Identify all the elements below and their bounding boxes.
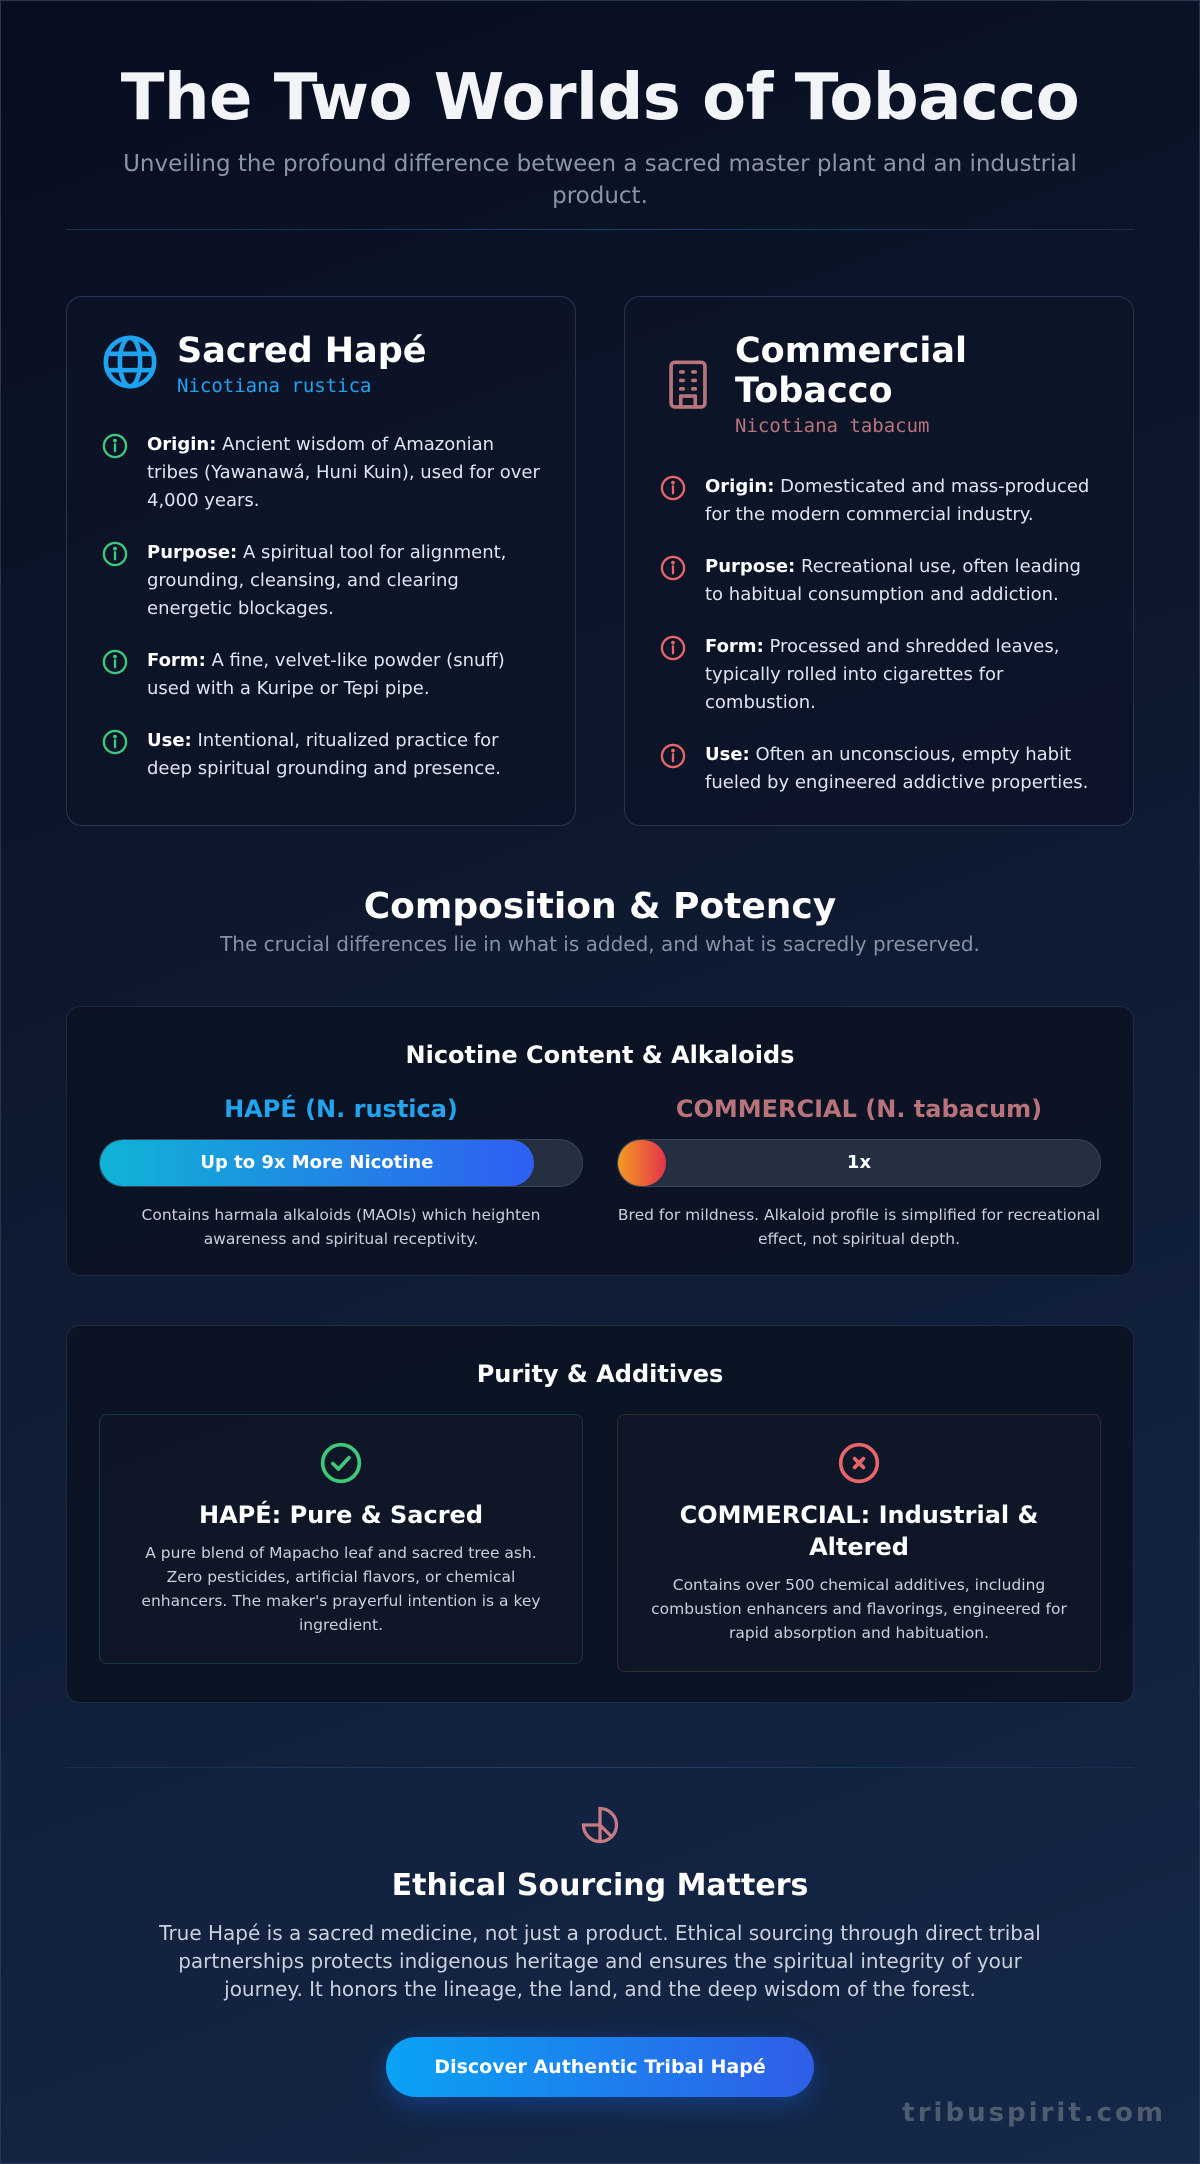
fact-item-form xyxy=(101,647,541,703)
info-icon xyxy=(659,634,687,662)
card-title: Sacred Hapé xyxy=(177,331,427,371)
nicotine-column-hape xyxy=(99,1095,583,1251)
info-icon xyxy=(659,742,687,770)
check-circle-icon xyxy=(319,1441,363,1485)
nicotine-bar-commercial xyxy=(617,1139,1101,1187)
info-icon xyxy=(101,648,129,676)
purity-box-commercial xyxy=(617,1414,1101,1672)
page-title: The Two Worlds of Tobacco xyxy=(120,61,1080,135)
globe-icon xyxy=(101,333,159,391)
card-commercial-tobacco xyxy=(624,296,1134,826)
fact-item-use xyxy=(101,727,541,783)
fact-item-purpose xyxy=(659,553,1099,609)
ethics-text: True Hapé is a sacred medicine, not just a product. Ethical sourcing through direct tribal partnerships protects indigenous heritage and ensures the spiritual integrity of your journey. It honors the lineage, the land, and the deep wisdom of the forest. xyxy=(159,1921,1041,2001)
nicotine-column-commercial xyxy=(617,1095,1101,1251)
fact-text: Intentional, ritualized practice for deep spiritual grounding and presence. xyxy=(147,730,502,779)
ethics-title: Ethical Sourcing Matters xyxy=(391,1868,809,1903)
fact-key: Form: xyxy=(705,636,764,657)
card-subtitle: Nicotiana tabacum xyxy=(735,415,930,437)
info-icon xyxy=(101,432,129,460)
nicotine-bar-text: Up to 9x More Nicotine xyxy=(200,1152,434,1173)
page-header xyxy=(66,58,1134,212)
purity-text: A pure blend of Mapacho leaf and sacred tree ash. Zero pesticides, artificial flavors, or chemical enhancers. The maker's prayerful intention is a key ingredient. xyxy=(141,1544,541,1634)
page-subtitle: Unveiling the profound difference between a sacred master plant and an industrial product. xyxy=(123,151,1077,209)
nicotine-label: COMMERCIAL (N. tabacum) xyxy=(675,1095,1043,1123)
fact-key: Use: xyxy=(705,744,750,765)
panel-title: Nicotine Content & Alkaloids xyxy=(405,1041,795,1069)
fact-item-purpose xyxy=(101,539,541,623)
nicotine-label: HAPÉ (N. rustica) xyxy=(224,1095,458,1123)
nicotine-bar-hape xyxy=(99,1139,583,1187)
header-divider xyxy=(66,229,1134,230)
nicotine-bar-text: 1x xyxy=(846,1152,872,1173)
fact-key: Origin: xyxy=(147,434,217,455)
nicotine-panel xyxy=(66,1006,1134,1276)
building-icon xyxy=(659,355,717,413)
card-sacred-hape xyxy=(66,296,576,826)
section-title-composition: Composition & Potency xyxy=(363,886,837,927)
section-subtitle-composition: The crucial differences lie in what is added, and what is sacredly preserved. xyxy=(220,932,980,956)
fact-key: Use: xyxy=(147,730,192,751)
fact-key: Purpose: xyxy=(147,542,238,563)
card-subtitle: Nicotiana rustica xyxy=(177,375,372,397)
fact-text: Processed and shredded leaves, typically rolled into cigarettes for combustion. xyxy=(705,636,1060,713)
purity-text: Contains over 500 chemical additives, including combustion enhancers and flavorings, engineered for rapid absorption and habituation. xyxy=(651,1576,1067,1642)
purity-title: HAPÉ: Pure & Sacred xyxy=(198,1501,484,1529)
fact-list xyxy=(659,473,1099,797)
purity-panel xyxy=(66,1325,1134,1703)
info-icon xyxy=(659,474,687,502)
panel-title: Purity & Additives xyxy=(476,1360,724,1388)
fact-key: Origin: xyxy=(705,476,775,497)
x-circle-icon xyxy=(837,1441,881,1485)
purity-box-hape xyxy=(99,1414,583,1664)
fact-text: Ancient wisdom of Amazonian tribes (Yawanawá, Huni Kuin), used for over 4,000 years. xyxy=(147,434,540,511)
fact-item-form xyxy=(659,633,1099,717)
info-icon xyxy=(101,540,129,568)
card-title: Commercial Tobacco xyxy=(735,331,968,411)
fact-item-origin xyxy=(659,473,1099,529)
fact-list xyxy=(101,431,541,783)
fact-item-use xyxy=(659,741,1099,797)
fact-text: Recreational use, often leading to habitual consumption and addiction. xyxy=(705,556,1081,605)
nicotine-note: Contains harmala alkaloids (MAOIs) which heighten awareness and spiritual receptivity. xyxy=(141,1206,541,1248)
purity-title: COMMERCIAL: Industrial & Altered xyxy=(679,1501,1039,1561)
fact-item-origin xyxy=(101,431,541,515)
peace-leaf-icon xyxy=(578,1803,622,1847)
ethics-divider xyxy=(66,1767,1134,1768)
info-icon xyxy=(101,728,129,756)
fact-text: Domesticated and mass-produced for the modern commercial industry. xyxy=(705,476,1090,525)
fact-text: A fine, velvet-like powder (snuff) used with a Kuripe or Tepi pipe. xyxy=(147,650,505,699)
nicotine-note: Bred for mildness. Alkaloid profile is simplified for recreational effect, not spiritual depth. xyxy=(617,1206,1101,1248)
brand-watermark: tribuspirit.com xyxy=(902,2098,1166,2128)
fact-key: Form: xyxy=(147,650,206,671)
fact-key: Purpose: xyxy=(705,556,796,577)
info-icon xyxy=(659,554,687,582)
discover-authentic-hape-button[interactable]: Discover Authentic Tribal Hapé xyxy=(386,2037,814,2097)
fact-text: Often an unconscious, empty habit fueled by engineered addictive properties. xyxy=(705,744,1089,793)
fact-text: A spiritual tool for alignment, grounding, cleansing, and clearing energetic blockages. xyxy=(147,542,507,619)
